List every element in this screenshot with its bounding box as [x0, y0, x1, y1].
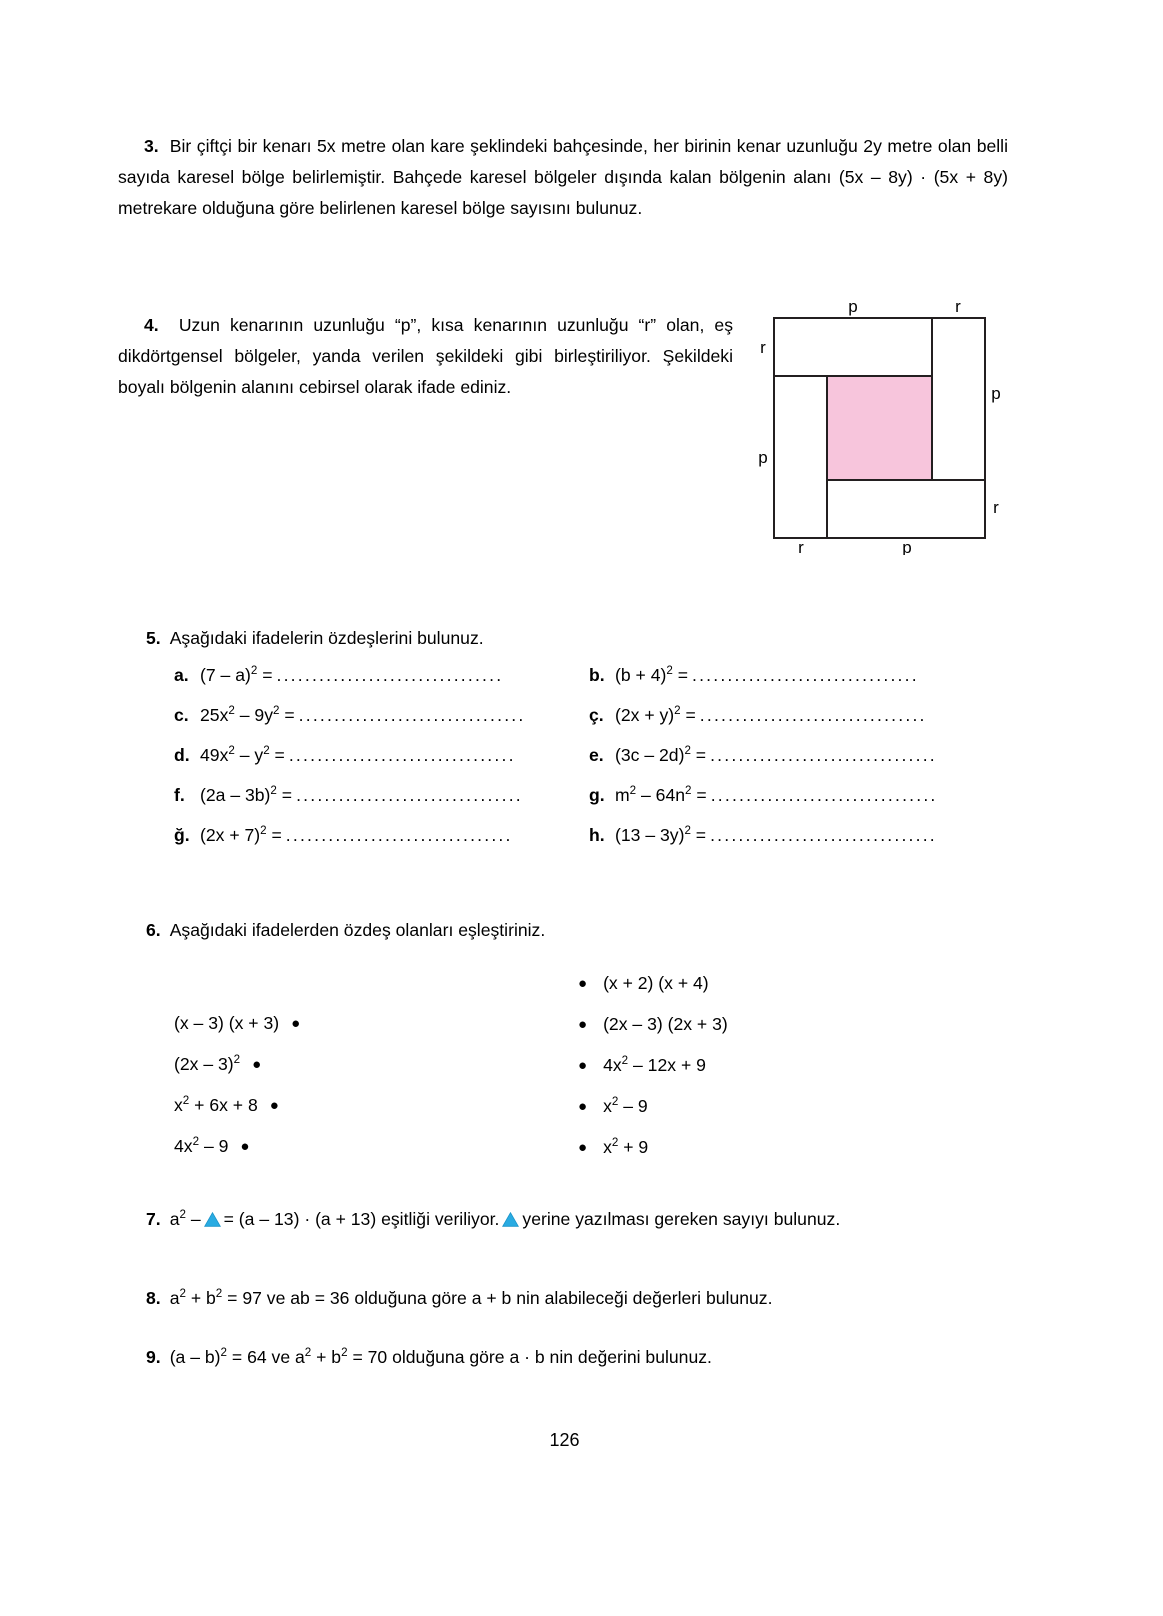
match-item-right[interactable] [578, 1004, 978, 1045]
question-8-text: $a^2 + b^2 = 97$ ve ab = 36 olduğuna göre a + b nin alabileceği değerleri bulunuz. [169, 1287, 773, 1308]
item-label: c. [174, 705, 189, 725]
question-9 [146, 1347, 712, 1368]
question-5-items [174, 665, 1011, 865]
question-3-number: 3. [144, 136, 159, 156]
question-4 [118, 310, 733, 403]
question-7-number: 7. [146, 1209, 161, 1229]
question-6-title: Aşağıdaki ifadelerden özdeş olanları eşleştiriniz. [169, 920, 546, 940]
answer-blank[interactable]: ................................ [710, 785, 938, 805]
triangle-icon [204, 1211, 221, 1226]
match-dot-icon[interactable]: ● [578, 1098, 588, 1115]
question-3-text: Bir çiftçi bir kenarı 5x metre olan kare şeklindeki bahçesinde, her birinin kenar uzunluğu 2y metre olan belli sayıda karesel bölge belirlemiştir. Bahçede karesel bölgeler dışında kalan bölgenin alanı (5x – 8y) · (5x + 8y) metrekare olduğuna göre belirlenen karesel bölge sayısını bulunuz. [118, 136, 1008, 218]
match-expression: $4x^2 - 12x + 9$ [603, 1054, 706, 1075]
match-item-left[interactable] [174, 1126, 504, 1167]
question-5-item-h [589, 825, 1009, 846]
figure-label-left-r: r [760, 338, 766, 357]
answer-blank[interactable]: ................................ [298, 705, 526, 725]
match-item-right[interactable] [578, 1127, 978, 1168]
match-item-right[interactable] [578, 1045, 978, 1086]
match-dot-icon[interactable]: ● [269, 1097, 279, 1114]
item-expression: (2a – 3b)$^2$ = [200, 784, 293, 805]
question-5-item-f [174, 785, 589, 806]
match-expression: $4x^2 - 9$ [174, 1135, 229, 1156]
question-9-number: 9. [146, 1347, 161, 1367]
item-expression: $49x^2 - y^2$ = [200, 744, 285, 765]
item-label: e. [589, 745, 604, 765]
question-5-row [174, 665, 1011, 705]
item-label: ğ. [174, 825, 190, 845]
figure-shaded-region [827, 376, 932, 480]
question-5 [146, 628, 1011, 865]
question-7 [146, 1209, 840, 1230]
figure-label-bottom-p: p [902, 538, 912, 555]
question-9-text: (a – b)$^2$ = 64 ve $a^2 + b^2 = 70$ olduğuna göre a · b nin değerini bulunuz. [169, 1346, 712, 1367]
answer-blank[interactable]: ................................ [285, 825, 513, 845]
match-expression: (2x – 3)$^2$ [174, 1053, 241, 1074]
question-5-number: 5. [146, 628, 161, 648]
question-5-item-e [589, 745, 1009, 766]
question-4-text: Uzun kenarının uzunluğu “p”, kısa kenarının uzunluğu “r” olan, eş dikdörtgensel bölgeler, yanda verilen şekildeki gibi birleştiriliyor. Şekildeki boyalı bölgenin alanını cebirsel olarak ifade ediniz. [118, 315, 733, 397]
match-expression: (2x – 3) (2x + 3) [603, 1014, 728, 1034]
question-5-item-d [174, 745, 589, 766]
figure-label-right-p: p [991, 384, 1001, 403]
item-expression: (13 – 3y)$^2$ = [615, 824, 707, 845]
item-label: g. [589, 785, 605, 805]
match-dot-icon[interactable]: ● [240, 1138, 250, 1155]
question-7-part3: yerine yazılması gereken sayıyı bulunuz. [522, 1209, 841, 1229]
triangle-icon [502, 1211, 519, 1226]
question-4-number: 4. [144, 315, 159, 335]
question-6-left-column [174, 1003, 504, 1167]
figure-rect-right [932, 318, 985, 480]
question-5-header [146, 628, 1011, 649]
item-label: ç. [589, 705, 604, 725]
match-dot-icon[interactable]: ● [252, 1056, 262, 1073]
question-5-item-a [174, 665, 589, 686]
item-label: a. [174, 665, 189, 685]
question-5-row [174, 705, 1011, 745]
match-item-right[interactable] [578, 1086, 978, 1127]
match-item-left[interactable] [174, 1003, 504, 1044]
figure-rect-top [774, 318, 932, 376]
item-expression: $(b + 4)^2$ = [615, 664, 688, 685]
match-dot-icon[interactable]: ● [578, 1139, 588, 1156]
match-expression: $x^2 + 9$ [603, 1136, 649, 1157]
match-item-right[interactable] [578, 963, 978, 1004]
match-dot-icon[interactable]: ● [291, 1015, 301, 1032]
item-expression: (7 – a)$^2$ = [200, 664, 273, 685]
figure-label-right-r: r [993, 498, 999, 517]
figure-rect-bottom [827, 480, 985, 538]
question-5-item-g [589, 785, 1009, 806]
match-expression: (x + 2) (x + 4) [603, 973, 709, 993]
question-5-item-c [174, 705, 589, 726]
item-expression: (3c – 2d)$^2$ = [615, 744, 707, 765]
figure-label-top-p: p [848, 300, 858, 316]
match-dot-icon[interactable]: ● [578, 1057, 588, 1074]
match-expression: (x – 3) (x + 3) [174, 1013, 280, 1033]
match-dot-icon[interactable]: ● [578, 975, 588, 992]
match-expression: $x^2 - 9$ [603, 1095, 648, 1116]
question-4-figure [749, 300, 1011, 555]
figure-label-bottom-r: r [798, 538, 804, 555]
figure-rect-left [774, 376, 827, 538]
question-3 [118, 131, 1008, 224]
answer-blank[interactable]: ................................ [288, 745, 516, 765]
page-number: 126 [549, 1430, 580, 1450]
answer-blank[interactable]: ................................ [699, 705, 927, 725]
item-label: d. [174, 745, 190, 765]
item-label: f. [174, 785, 185, 805]
item-label: b. [589, 665, 605, 685]
item-expression: $m^2 - 64n^2$ = [615, 784, 707, 805]
figure-label-left-p: p [758, 448, 768, 467]
page-content [118, 0, 1011, 1616]
match-dot-icon[interactable]: ● [578, 1016, 588, 1033]
question-5-item-b [589, 665, 1009, 686]
question-6-header [146, 920, 1011, 941]
answer-blank[interactable]: ................................ [296, 785, 523, 805]
figure-label-top-r: r [955, 300, 961, 316]
answer-blank[interactable]: ................................ [276, 665, 504, 685]
answer-blank[interactable]: ................................ [691, 665, 919, 685]
question-5-row [174, 825, 1011, 865]
question-6-right-column [578, 963, 978, 1168]
question-6 [146, 920, 1011, 1163]
answer-blank[interactable]: ................................ [710, 825, 937, 845]
question-7-part1: $a^2$ – [169, 1208, 201, 1229]
match-expression: $x^2 + 6x + 8$ [174, 1094, 258, 1115]
question-7-part2: = (a – 13) · (a + 13) eşitliği veriliyor. [223, 1209, 500, 1229]
question-5-row [174, 785, 1011, 825]
item-expression: $(2x + y)^2$ = [615, 704, 696, 725]
question-8 [146, 1288, 772, 1309]
item-expression: $(2x + 7)^2$ = [200, 824, 282, 845]
answer-blank[interactable]: ................................ [710, 745, 937, 765]
item-label: h. [589, 825, 605, 845]
question-8-number: 8. [146, 1288, 161, 1308]
question-5-item-g-breve [174, 825, 589, 846]
question-6-number: 6. [146, 920, 161, 940]
question-5-title: Aşağıdaki ifadelerin özdeşlerini bulunuz. [169, 628, 484, 648]
item-expression: $25x^2 - 9y^2$ = [200, 704, 295, 725]
question-5-row [174, 745, 1011, 785]
question-6-matching [146, 963, 1011, 1163]
match-item-left[interactable] [174, 1085, 504, 1126]
question-5-item-c-cedilla [589, 705, 1009, 726]
match-item-left[interactable] [174, 1044, 504, 1085]
